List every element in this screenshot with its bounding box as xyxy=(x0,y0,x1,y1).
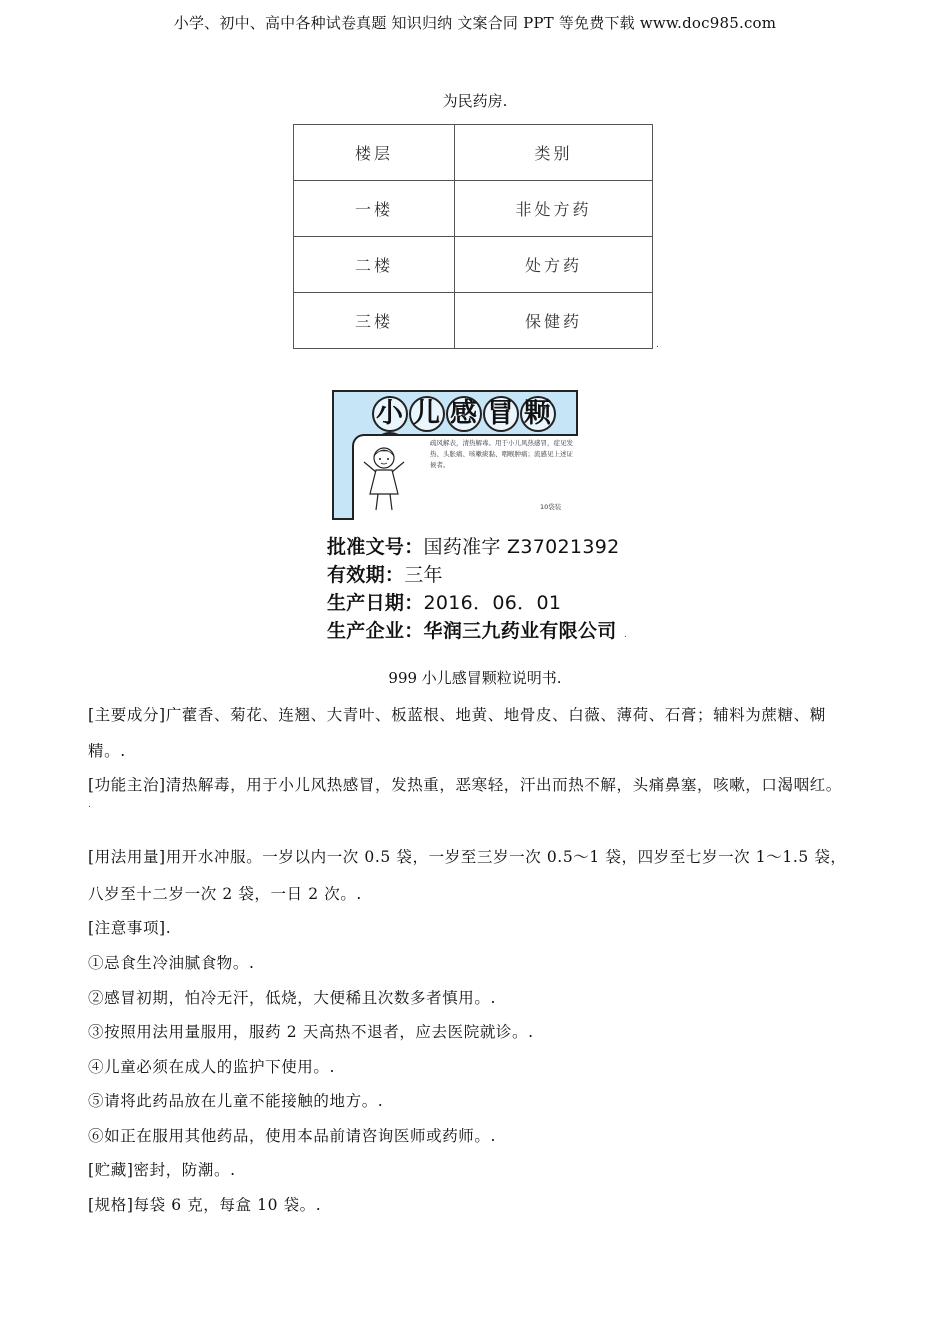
info-label: 生产日期： xyxy=(327,592,424,614)
package-count: 10袋装 xyxy=(540,503,562,511)
manual-line: ①忌食生冷油腻食物。. xyxy=(88,954,255,972)
info-value: 国药准字 Z37021392 xyxy=(423,536,620,558)
package-title-char: 感 xyxy=(446,396,482,432)
info-label: 生产企业： xyxy=(327,620,424,642)
manual-line: ②感冒初期，怕冷无汗，低烧，大便稀且次数多者慎用。. xyxy=(88,989,497,1007)
manual-line: 精。. xyxy=(88,742,126,760)
info-label: 有效期： xyxy=(327,564,405,586)
manual-line: [规格]每袋 6 克，每盒 10 袋。. xyxy=(88,1196,322,1214)
package-title-char: 冒 xyxy=(483,396,519,432)
stray-mark: . xyxy=(88,800,91,810)
table-cell-floor: 一楼 xyxy=(294,181,455,237)
table-header-row xyxy=(294,125,653,181)
info-value: 三年 xyxy=(404,564,443,586)
manual-line: [主要成分]广藿香、菊花、连翘、大青叶、板蓝根、地黄、地骨皮、白薇、薄荷、石膏；辅料为蔗糖、糊 xyxy=(88,706,826,724)
package-info-validity xyxy=(327,560,443,587)
manual-title: 999 小儿感冒颗粒说明书. xyxy=(388,669,562,687)
manual-line: ⑤请将此药品放在儿童不能接触的地方。. xyxy=(88,1092,384,1110)
manual-line: [用法用量]用开水冲服。一岁以内一次 0.5 袋，一岁至三岁一次 0.5～1 袋，四岁至七岁一次 1～1.5 袋， xyxy=(88,848,847,866)
manual-line: ⑥如正在服用其他药品，使用本品前请咨询医师或药师。. xyxy=(88,1127,497,1145)
table-header-cell: 类别 xyxy=(455,125,653,181)
stray-mark: . xyxy=(656,340,659,350)
manual-line: 八岁至十二岁一次 2 袋，一日 2 次。. xyxy=(88,885,362,903)
manual-line: [注意事项]. xyxy=(88,919,172,937)
table-cell-category: 保健药 xyxy=(455,293,653,349)
info-label: 批准文号： xyxy=(327,536,424,558)
table-row xyxy=(294,237,653,293)
package-info-manufacturer xyxy=(327,616,617,643)
package-title-char: 小 xyxy=(372,396,408,432)
table-cell-category: 非处方药 xyxy=(455,181,653,237)
package-info-approval xyxy=(327,532,619,559)
stray-mark: . xyxy=(624,630,627,640)
table-cell-category: 处方药 xyxy=(455,237,653,293)
info-value: 华润三九药业有限公司 xyxy=(423,620,617,642)
girl-illustration-icon xyxy=(360,444,420,514)
manual-line: [功能主治]清热解毒，用于小儿风热感冒，发热重，恶寒轻，汗出而热不解，头痛鼻塞，咳嗽，口渴咽红。 xyxy=(88,776,842,794)
table-cell-floor: 三楼 xyxy=(294,293,455,349)
table-row xyxy=(294,293,653,349)
package-description: 疏风解表，清热解毒。用于小儿风热感冒，症见发热、头胀痛、咳嗽痰黏、咽喉肿痛；流感见上述证候者。 xyxy=(430,439,573,469)
floor-category-table xyxy=(293,124,653,349)
info-value: 2016．06．01 xyxy=(423,592,562,614)
manual-line: ④儿童必须在成人的监护下使用。. xyxy=(88,1058,336,1076)
table-row xyxy=(294,181,653,237)
manual-line: [贮藏]密封，防潮。. xyxy=(88,1161,236,1179)
package-info-production-date xyxy=(327,588,561,615)
package-title-char: 儿 xyxy=(409,396,445,432)
pharmacy-title: 为民药房. xyxy=(442,92,508,110)
medicine-package-image xyxy=(332,390,578,520)
package-title-char: 颗 xyxy=(520,396,556,432)
table-cell-floor: 二楼 xyxy=(294,237,455,293)
manual-line: ③按照用法用量服用，服药 2 天高热不退者，应去医院就诊。. xyxy=(88,1023,534,1041)
table-header-cell: 楼层 xyxy=(294,125,455,181)
page-header: 小学、初中、高中各种试卷真题 知识归纳 文案合同 PPT 等免费下载 www.doc985.com xyxy=(173,14,777,32)
